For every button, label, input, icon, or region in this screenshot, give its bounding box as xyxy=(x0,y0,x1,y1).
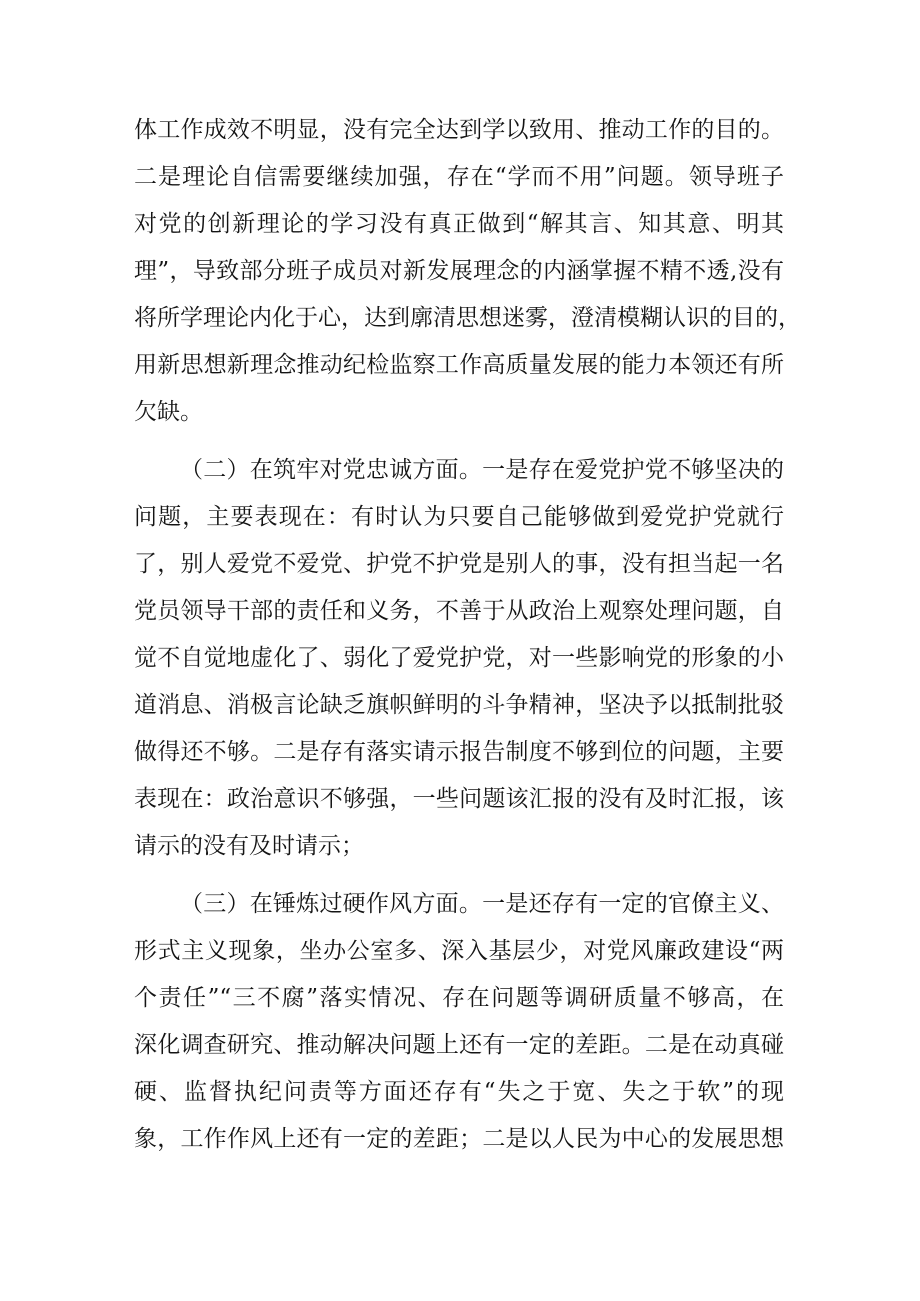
paragraph-1-line-5: 将所学理论内化于心，达到廓清思想迷雾，澄清模糊认识的目的， xyxy=(134,305,801,331)
paragraph-1-line-3: 对党的创新理论的学习没有真正做到“解其言、知其意、明其 xyxy=(134,211,784,237)
paragraph-1-line-7: 欠缺。 xyxy=(134,399,203,425)
paragraph-1-line-4: 理”，导致部分班子成员对新发展理念的内涵掌握不精不透,没有 xyxy=(134,258,784,284)
paragraph-2-line-3: 了，别人爱党不爱党、护党不护党是别人的事，没有担当起一名 xyxy=(134,551,784,577)
paragraph-3-line-4: 深化调查研究、推动解决问题上还有一定的差距。二是在动真碰 xyxy=(134,1032,784,1058)
paragraph-1-line-6: 用新思想新理念推动纪检监察工作高质量发展的能力本领还有所 xyxy=(134,352,784,378)
paragraph-2-line-8: 表现在：政治意识不够强，一些问题该汇报的没有及时汇报，该 xyxy=(134,786,784,812)
paragraph-3-line-6: 象，工作作风上还有一定的差距；二是以人民为中心的发展思想 xyxy=(134,1126,784,1152)
paragraph-3-line-2: 形式主义现象，坐办公室多、深入基层少，对党风廉政建设“两 xyxy=(134,938,784,964)
paragraph-3-line-1: （三）在锤炼过硬作风方面。一是还存有一定的官僚主义、 xyxy=(180,891,784,917)
paragraph-2-line-7: 做得还不够。二是存有落实请示报告制度不够到位的问题，主要 xyxy=(134,739,784,765)
paragraph-2-line-9: 请示的没有及时请示； xyxy=(134,833,364,859)
paragraph-2-line-5: 觉不自觉地虚化了、弱化了爱党护党，对一些影响党的形象的小 xyxy=(134,645,784,671)
paragraph-2-line-4: 党员领导干部的责任和义务，不善于从政治上观察处理问题，自 xyxy=(134,598,784,624)
paragraph-2-line-1: （二）在筑牢对党忠诚方面。一是存在爱党护党不够坚决的 xyxy=(180,457,784,483)
paragraph-3-line-3: 个责任”“三不腐”落实情况、存在问题等调研质量不够高，在 xyxy=(134,985,784,1011)
paragraph-3-line-5: 硬、监督执纪问责等方面还存有“失之于宽、失之于软”的现 xyxy=(134,1079,784,1105)
paragraph-2-line-6: 道消息、消极言论缺乏旗帜鲜明的斗争精神，坚决予以抵制批驳 xyxy=(134,692,784,718)
paragraph-2-line-2: 问题，主要表现在：有时认为只要自己能够做到爱党护党就行 xyxy=(134,504,784,530)
paragraph-1-line-1: 体工作成效不明显，没有完全达到学以致用、推动工作的目的。 xyxy=(134,117,784,143)
paragraph-1-line-2: 二是理论自信需要继续加强，存在“学而不用”问题。领导班子 xyxy=(134,164,784,190)
